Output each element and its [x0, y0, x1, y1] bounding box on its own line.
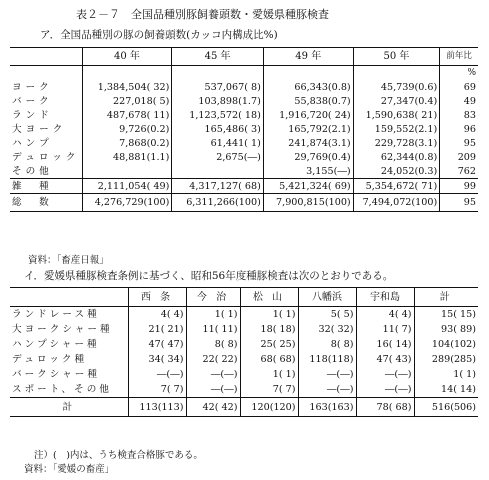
cell-value: 47( 43) [356, 352, 414, 367]
header-blank [10, 48, 82, 66]
cell-c45: 103,898(1.7) [172, 94, 263, 108]
table-row [10, 352, 478, 367]
table-row [10, 150, 478, 164]
cell-value: 18( 18) [240, 322, 298, 337]
cell-value: 68( 68) [240, 352, 298, 367]
col-header-imabari: 今 治 [186, 288, 240, 307]
cell-value: 113(113) [128, 398, 186, 417]
cell-ratio: 762 [440, 164, 478, 179]
cell-value: 16( 14) [356, 337, 414, 352]
cell-c50: 45,739(0.6) [353, 80, 440, 94]
total-row [10, 398, 478, 417]
cell-c49: 1,916,720( 24) [263, 108, 353, 122]
cell-value: 104(102) [414, 337, 478, 352]
cell-value: 11( 7) [356, 322, 414, 337]
col-header-40: 40 年 [82, 48, 172, 66]
cell-c40: 2,111,054( 49) [82, 179, 172, 194]
total-cell-c49: 7,900,815(100) [263, 194, 353, 212]
table-row [10, 122, 478, 136]
section-b-heading: イ．愛媛県種豚検査条例に基づく、昭和56年度種豚検査は次のとおりである。 [24, 270, 394, 282]
cell-value: 1( 1) [414, 367, 478, 382]
cell-value: 8( 8) [186, 337, 240, 352]
row-label: その他 [12, 165, 53, 177]
cell-value: 1( 1) [240, 367, 298, 382]
row-label: 大ヨークシャー種 [12, 324, 113, 335]
col-header-50: 50 年 [353, 48, 440, 66]
row-label: 雑 種 [10, 179, 82, 194]
col-header-yawatahama: 八幡浜 [298, 288, 356, 307]
total-cell-c50: 7,494,072(100) [353, 194, 440, 212]
cell-ratio: 83 [440, 108, 478, 122]
cell-value: ―(―) [298, 367, 356, 382]
col-header-45: 45 年 [172, 48, 263, 66]
col-header-saijo: 西 条 [128, 288, 186, 307]
cell-value: 47( 47) [128, 337, 186, 352]
unit-label: % [440, 66, 478, 81]
cell-c45: 4,317,127( 68) [172, 179, 263, 194]
cell-c50: 24,052(0.3) [353, 164, 440, 179]
note-b: 注）( )内は、うち検査合格豚である。 [34, 450, 203, 461]
cell-value: 5( 5) [298, 307, 356, 323]
cell-value: ―(―) [356, 382, 414, 398]
total-cell-ratio: 95 [440, 194, 478, 212]
table-row [10, 382, 478, 398]
row-label: バークシャー種 [12, 369, 100, 380]
total-cell-c45: 6,311,266(100) [172, 194, 263, 212]
cell-value: 516(506) [414, 398, 478, 417]
cell-value: 11( 11) [186, 322, 240, 337]
cell-c49: 165,792(2.1) [263, 122, 353, 136]
cell-c45: 1,123,572( 18) [172, 108, 263, 122]
col-header-49: 49 年 [263, 48, 353, 66]
cell-c49: 66,343(0.8) [263, 80, 353, 94]
cell-c40: 227,018( 5) [82, 94, 172, 108]
cell-c49: 241,874(3.1) [263, 136, 353, 150]
source-b: 資料：「愛媛の畜産」 [24, 464, 115, 475]
cell-value: ―(―) [356, 367, 414, 382]
table-row [10, 307, 478, 323]
national-pig-table [10, 47, 478, 212]
cell-value: 120(120) [240, 398, 298, 417]
col-header-ratio: 前年比 [440, 48, 478, 66]
cell-value: 22( 22) [186, 352, 240, 367]
table-row [10, 367, 478, 382]
cell-ratio: 95 [440, 136, 478, 150]
total-cell-c40: 4,276,729(100) [82, 194, 172, 212]
cell-value: 7( 7) [240, 382, 298, 398]
row-label: スポート、その他 [12, 384, 112, 395]
cell-ratio: 69 [440, 80, 478, 94]
cell-value: 93( 89) [414, 322, 478, 337]
cell-c49: 5,421,324( 69) [263, 179, 353, 194]
col-header-total: 計 [414, 288, 478, 307]
cell-c45: 165,486( 3) [172, 122, 263, 136]
cell-c40: 1,384,504( 32) [82, 80, 172, 94]
table-row [10, 136, 478, 150]
cell-value: 4( 4) [128, 307, 186, 323]
table-row [10, 322, 478, 337]
row-label: ヨーク [12, 81, 53, 93]
cell-c50: 27,347(0.4) [353, 94, 440, 108]
cell-value: ―(―) [186, 382, 240, 398]
row-label: ランド [12, 109, 53, 121]
cell-value: 163(163) [298, 398, 356, 417]
cell-c40: 48,881(1.1) [82, 150, 172, 164]
cell-value: ―(―) [298, 382, 356, 398]
cell-value: 15( 15) [414, 307, 478, 323]
cell-c45: 61,441( 1) [172, 136, 263, 150]
source-a: 資料：「畜産日報」 [28, 255, 109, 266]
cell-c50: 229,728(3.1) [353, 136, 440, 150]
cell-value: ―(―) [186, 367, 240, 382]
cell-value: 4( 4) [356, 307, 414, 323]
cell-value: 25( 25) [240, 337, 298, 352]
cell-c45 [172, 164, 263, 179]
row-label: 大ヨーク [12, 123, 67, 135]
ehime-inspection-table [10, 287, 478, 417]
table-row [10, 80, 478, 94]
cell-c49: 55,838(0.7) [263, 94, 353, 108]
cell-value: 14( 14) [414, 382, 478, 398]
cell-value: 34( 34) [128, 352, 186, 367]
cell-c50: 1,590,638( 21) [353, 108, 440, 122]
row-label: デュロック種 [12, 354, 88, 365]
cell-ratio: 96 [440, 122, 478, 136]
cell-c45: 537,067( 8) [172, 80, 263, 94]
total-label: 計 [10, 398, 128, 417]
cell-value: 32( 32) [298, 322, 356, 337]
cell-value: 7( 7) [128, 382, 186, 398]
cell-c45: 2,675(―) [172, 150, 263, 164]
total-row [10, 194, 478, 212]
table-row [10, 94, 478, 108]
table-row [10, 108, 478, 122]
col-header-uwajima: 宇和島 [356, 288, 414, 307]
cell-c40: 487,678( 11) [82, 108, 172, 122]
section-a-heading: ア．全国品種別の豚の飼養頭数(カッコ内構成比%) [40, 29, 278, 41]
row-label: バーク [12, 95, 53, 107]
document-title: 表２－７ 全国品種別豚飼養頭数・愛媛県種豚検査 [76, 8, 329, 21]
cell-c49: 3,155(―) [263, 164, 353, 179]
cell-value: 21( 21) [128, 322, 186, 337]
cell-value: 42( 42) [186, 398, 240, 417]
cell-c40: 9,726(0.2) [82, 122, 172, 136]
cell-ratio: 99 [440, 179, 478, 194]
cell-value: 78( 68) [356, 398, 414, 417]
table-row [10, 179, 478, 194]
col-header-matsuyama: 松 山 [240, 288, 298, 307]
cell-value: 289(285) [414, 352, 478, 367]
cell-c50: 5,354,672( 71) [353, 179, 440, 194]
unit-row [10, 66, 478, 81]
cell-c49: 29,769(0.4) [263, 150, 353, 164]
cell-c40: 7,868(0.2) [82, 136, 172, 150]
cell-value: ―(―) [128, 367, 186, 382]
row-label: デュロック [12, 151, 80, 163]
table-row [10, 164, 478, 179]
row-label: ハンプシャー種 [12, 339, 100, 350]
cell-value: 8( 8) [298, 337, 356, 352]
cell-c40 [82, 164, 172, 179]
cell-value: 1( 1) [240, 307, 298, 323]
cell-value: 118(118) [298, 352, 356, 367]
cell-value: 1( 1) [186, 307, 240, 323]
cell-ratio: 49 [440, 94, 478, 108]
cell-ratio: 209 [440, 150, 478, 164]
table-row [10, 337, 478, 352]
cell-c50: 62,344(0.8) [353, 150, 440, 164]
row-label: ランドレース種 [12, 309, 100, 320]
row-label: ハンプ [12, 137, 53, 149]
header-blank-b [10, 288, 128, 307]
cell-c50: 159,552(2.1) [353, 122, 440, 136]
total-label: 総 数 [10, 194, 82, 212]
